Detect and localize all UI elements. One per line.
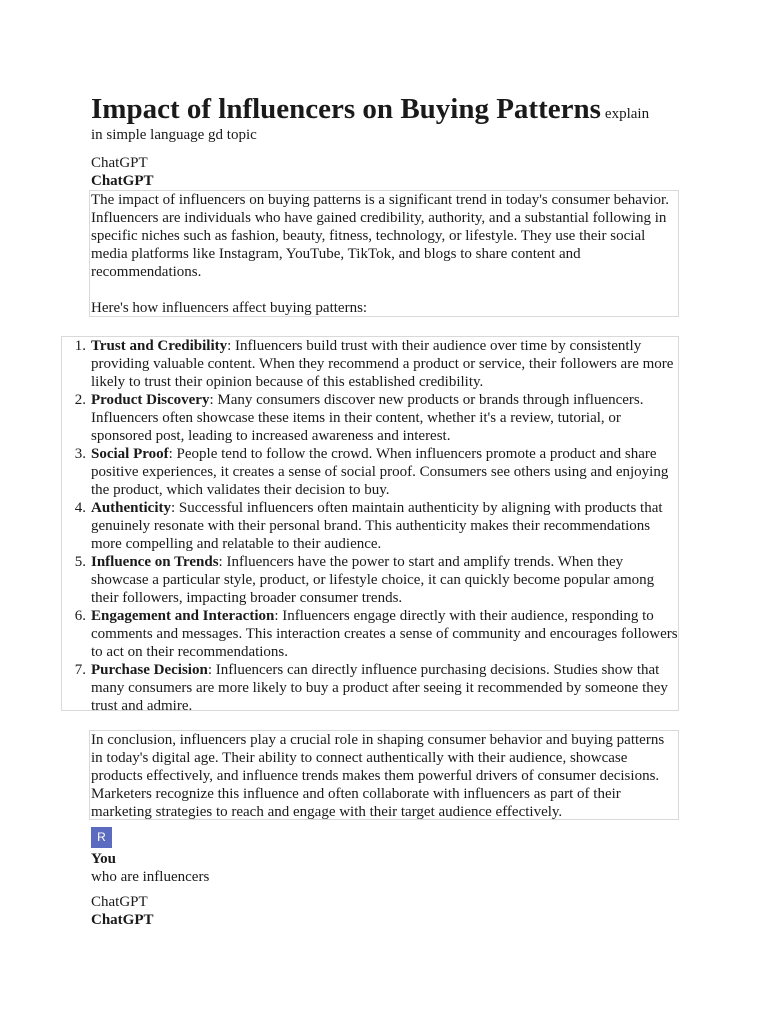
item-text: : Successful influencers often maintain authenticity by aligning with products that genuinely resonate with their personal brand. This authenticity makes their recommendations more compelling and relatable to their audience. xyxy=(91,500,663,552)
list-item xyxy=(74,337,678,391)
conclusion-box xyxy=(89,730,679,820)
intro-paragraph: The impact of influencers on buying patterns is a significant trend in today's consumer behavior. Influencers are individuals who have gained credibility, authority, and a substantial following in specific niches such as fashion, beauty, fitness, technology, or lifestyle. They use their social media platforms like Instagram, YouTube, TikTok, and blogs to share content and recommendations. xyxy=(91,192,669,280)
page-title-line xyxy=(91,93,691,126)
second-sender-label-bold: ChatGPT xyxy=(91,912,154,928)
title-block xyxy=(91,93,691,144)
list-item xyxy=(74,553,678,607)
item-title: Trust and Credibility xyxy=(91,338,228,354)
points-list xyxy=(62,337,678,715)
item-title: Purchase Decision xyxy=(91,662,208,678)
item-text: : Influencers have the power to start and amplify trends. When they showcase a particular style, product, or lifestyle choice, it can quickly become popular among their followers, impacting broader consumer trends. xyxy=(91,554,655,606)
item-number: 4. xyxy=(74,500,86,516)
item-text: : People tend to follow the crowd. When influencers promote a product and share positive experiences, it creates a sense of social proof. Consumers see others using and enjoying the product, which validates their decision to buy. xyxy=(91,446,669,498)
title-note: explain xyxy=(604,106,650,122)
prompt-continuation: in simple language gd topic xyxy=(91,127,257,144)
page-title: Impact of lnfluencers on Buying Patterns xyxy=(91,93,601,125)
item-title: Social Proof xyxy=(91,446,169,462)
item-number: 3. xyxy=(74,446,86,462)
item-title: Influence on Trends xyxy=(91,554,219,570)
sender-label-plain: ChatGPT xyxy=(91,155,148,171)
intro-box xyxy=(89,190,679,317)
user-avatar: R xyxy=(91,827,112,848)
item-number: 5. xyxy=(74,554,86,570)
list-item xyxy=(74,445,678,499)
second-sender-label-plain: ChatGPT xyxy=(91,894,148,910)
item-number: 7. xyxy=(74,662,86,678)
item-text: : Influencers build trust with their audience over time by consistently providing valuable content. When they recommend a product or service, their followers are more likely to trust their opinion because of this established credibility. xyxy=(91,338,674,390)
item-text: : Many consumers discover new products or brands through influencers. Influencers often showcase these items in their content, whether it's a review, tutorial, or sponsored post, leading to increased awareness and interest. xyxy=(91,392,644,444)
item-text: : Influencers can directly influence purchasing decisions. Studies show that many consumers are more likely to buy a product after seeing it recommended by someone they trust and admire. xyxy=(91,662,668,714)
user-name: You xyxy=(91,851,117,867)
points-list-box xyxy=(61,336,679,714)
list-item xyxy=(74,391,678,445)
user-message: who are influencers xyxy=(91,869,210,885)
item-number: 2. xyxy=(74,392,86,408)
list-item xyxy=(74,661,678,715)
item-text: : Influencers engage directly with their audience, responding to comments and messages. This interaction creates a sense of community and encourages followers to act on their recommendations. xyxy=(91,608,678,660)
lead-in-paragraph: Here's how influencers affect buying patterns: xyxy=(91,300,368,316)
list-item xyxy=(74,607,678,661)
item-number: 1. xyxy=(74,338,86,354)
conclusion-paragraph: In conclusion, influencers play a crucial role in shaping consumer behavior and buying patterns in today's digital age. Their ability to connect authentically with their audience, showcase products effectively, and influence trends makes them powerful drivers of consumer decisions. Marketers recognize this influence and often collaborate with influencers as part of their marketing strategies to reach and engage with their target audience effectively. xyxy=(91,732,665,820)
item-title: Engagement and Interaction xyxy=(91,608,275,624)
sender-label-bold: ChatGPT xyxy=(91,173,154,189)
item-title: Product Discovery xyxy=(91,392,210,408)
list-item xyxy=(74,499,678,553)
item-title: Authenticity xyxy=(91,500,171,516)
item-number: 6. xyxy=(74,608,86,624)
